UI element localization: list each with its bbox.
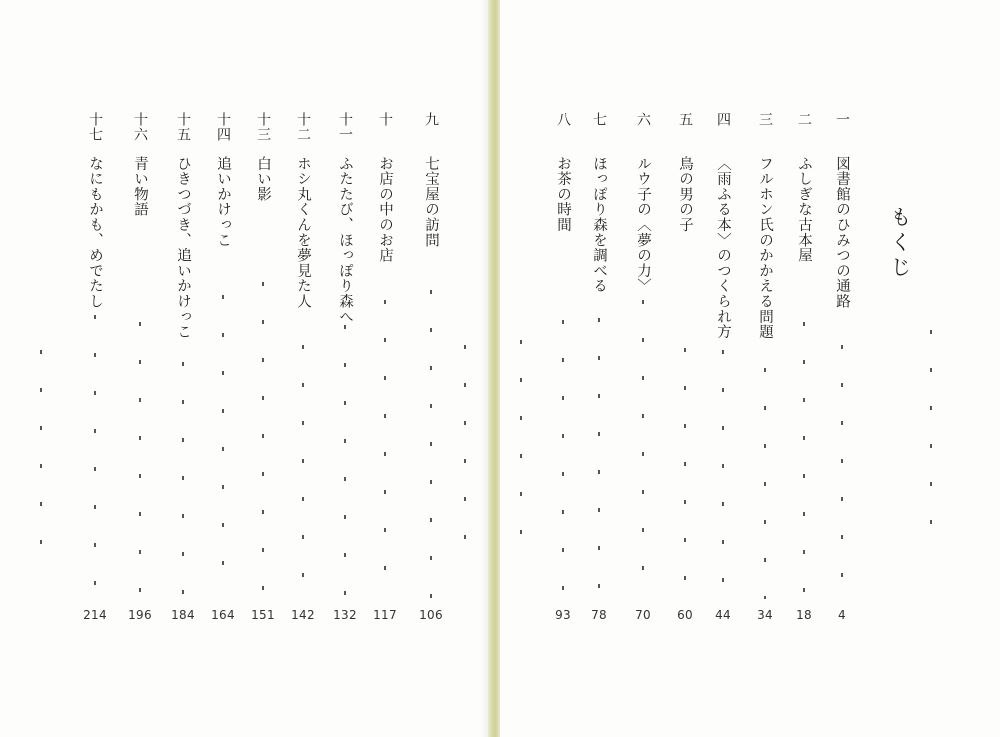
page-number: 106	[419, 608, 443, 622]
chapter-title: 鳥の男の子	[677, 156, 693, 233]
chapter-number: 三	[757, 112, 773, 127]
chapter-title: 白い影	[255, 156, 271, 202]
toc-entry-16[interactable]	[125, 0, 155, 737]
chapter-number: 十二	[295, 112, 311, 142]
dot-leader	[684, 348, 686, 599]
dot-leader	[841, 345, 843, 599]
toc-entry-2[interactable]	[789, 0, 819, 737]
toc-entry-5[interactable]	[670, 0, 700, 737]
toc-entry-9[interactable]	[416, 0, 446, 737]
chapter-number: 十七	[87, 112, 103, 142]
gutter-shadow	[480, 0, 488, 737]
chapter-title: ふたたび、ほっぽり森へ	[337, 156, 353, 325]
page-number: 164	[211, 608, 235, 622]
dot-leader	[94, 315, 96, 599]
chapter-number: 七	[591, 112, 607, 127]
dot-leader	[930, 330, 932, 557]
toc-entry-10[interactable]	[370, 0, 400, 737]
chapter-number: 二	[796, 112, 812, 127]
dot-leader	[642, 300, 644, 599]
dot-leader	[182, 362, 184, 599]
chapter-number: 十一	[337, 112, 353, 142]
page-number: 4	[838, 608, 846, 622]
dot-leader	[562, 320, 564, 599]
chapter-number: 十四	[215, 112, 231, 142]
chapter-title: なにもかも、めでたし	[87, 156, 103, 309]
chapter-number: 四	[715, 112, 731, 127]
page-number: 70	[635, 608, 651, 622]
dot-leader	[803, 322, 805, 599]
dot-leader	[384, 300, 386, 599]
left-page	[0, 0, 490, 737]
dot-leader	[430, 290, 432, 599]
chapter-title: お店の中のお店	[377, 156, 393, 264]
chapter-title: 追いかけっこ	[215, 156, 231, 248]
page-number: 18	[796, 608, 812, 622]
toc-entry-8[interactable]	[548, 0, 578, 737]
toc-heading: もくじ	[888, 206, 912, 281]
toc-entry-14[interactable]	[208, 0, 238, 737]
dot-leader	[598, 318, 600, 599]
toc-entry-17[interactable]	[80, 0, 110, 737]
page-number: 196	[128, 608, 152, 622]
chapter-title: ふしぎな古本屋	[796, 156, 812, 264]
toc-entry-11[interactable]	[330, 0, 360, 737]
toc-entry-1[interactable]	[827, 0, 857, 737]
toc-entry-3[interactable]	[750, 0, 780, 737]
page-number: 78	[591, 608, 607, 622]
chapter-title: ルウ子の〈夢の力〉	[635, 156, 651, 294]
chapter-number: 五	[677, 112, 693, 127]
page-number: 34	[757, 608, 773, 622]
dot-leader	[464, 345, 466, 557]
dot-leader	[262, 282, 264, 599]
chapter-title: 青い物語	[132, 156, 148, 218]
dot-leader	[722, 350, 724, 599]
dot-leader	[764, 368, 766, 599]
page-number: 60	[677, 608, 693, 622]
page-number: 151	[251, 608, 275, 622]
dot-leader	[520, 340, 522, 557]
chapter-title: ほっぽり森を調べる	[591, 156, 607, 294]
chapter-number: 十三	[255, 112, 271, 142]
dot-leader	[139, 322, 141, 599]
page-number: 93	[555, 608, 571, 622]
chapter-title: 〈雨ふる本〉のつくられ方	[715, 156, 731, 340]
chapter-number: 六	[635, 112, 651, 127]
toc-entry-4[interactable]	[708, 0, 738, 737]
chapter-number: 十	[377, 112, 393, 127]
chapter-title: お茶の時間	[555, 156, 571, 233]
chapter-title: フルホン氏のかかえる問題	[757, 156, 773, 340]
page-number: 117	[373, 608, 397, 622]
chapter-number: 一	[834, 112, 850, 127]
chapter-title: 七宝屋の訪問	[423, 156, 439, 248]
right-page	[500, 0, 1000, 737]
toc-entry-6[interactable]	[628, 0, 658, 737]
chapter-number: 八	[555, 112, 571, 127]
chapter-number: 十六	[132, 112, 148, 142]
page-number: 44	[715, 608, 731, 622]
chapter-title: ひきつづき、追いかけっこ	[175, 156, 191, 340]
toc-entry-13[interactable]	[248, 0, 278, 737]
page-number: 142	[291, 608, 315, 622]
page-number: 132	[333, 608, 357, 622]
toc-entry-15[interactable]	[168, 0, 198, 737]
chapter-number: 九	[423, 112, 439, 127]
chapter-title: 図書館のひみつの通路	[834, 156, 850, 309]
dot-leader	[344, 325, 346, 599]
page-number: 214	[83, 608, 107, 622]
chapter-title: ホシ丸くんを夢見た人	[295, 156, 311, 309]
toc-entry-12[interactable]	[288, 0, 318, 737]
dot-leader	[40, 350, 42, 557]
toc-entry-7[interactable]	[584, 0, 614, 737]
page-number: 184	[171, 608, 195, 622]
dot-leader	[302, 345, 304, 599]
dot-leader	[222, 295, 224, 599]
chapter-number: 十五	[175, 112, 191, 142]
